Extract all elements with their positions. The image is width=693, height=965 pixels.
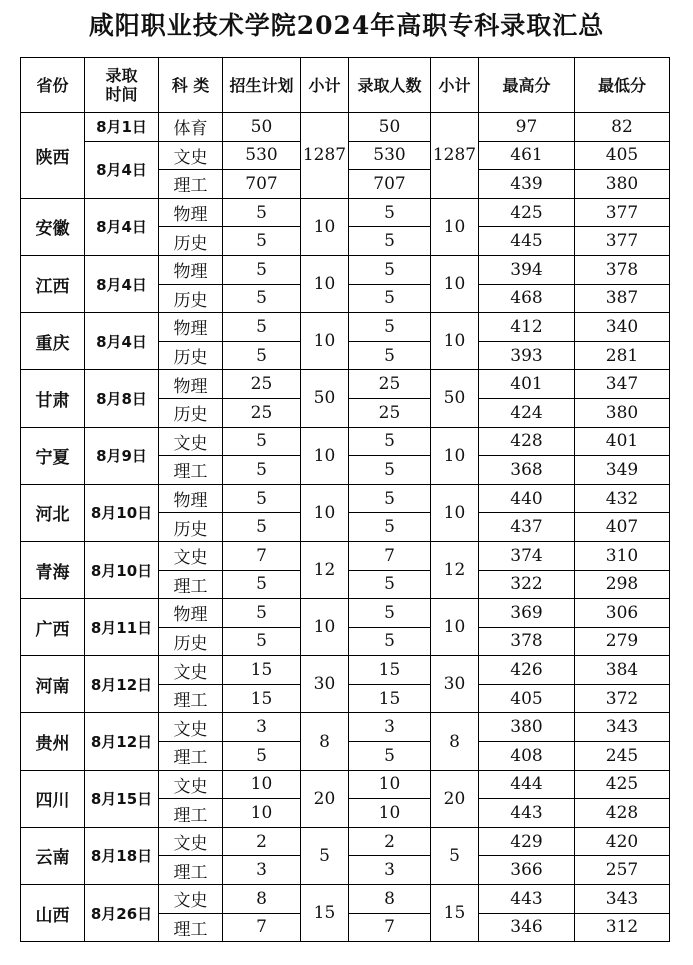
min-score-cell: 377 [575,198,670,227]
plan-cell: 5 [223,227,301,256]
category-cell: 理工 [159,684,223,713]
min-score-cell: 372 [575,684,670,713]
admitted-cell: 530 [349,141,431,170]
admitted-cell: 7 [349,913,431,942]
max-score-cell: 445 [479,227,575,256]
admitted-cell: 50 [349,113,431,142]
date-cell: 8月4日 [85,141,159,198]
category-cell: 文史 [159,541,223,570]
table-row [21,113,670,142]
min-score-cell: 420 [575,827,670,856]
date-cell: 8月4日 [85,313,159,370]
max-score-cell: 439 [479,170,575,199]
admitted-subtotal-cell: 10 [431,313,479,370]
min-score-cell: 257 [575,856,670,885]
date-cell: 8月4日 [85,198,159,255]
max-score-cell: 444 [479,770,575,799]
max-score-cell: 428 [479,427,575,456]
admitted-cell: 5 [349,742,431,771]
header-max: 最高分 [479,58,575,113]
plan-cell: 5 [223,570,301,599]
header-admitted: 录取人数 [349,58,431,113]
admitted-cell: 5 [349,513,431,542]
header-row [21,58,670,113]
category-cell: 物理 [159,484,223,513]
admitted-cell: 10 [349,799,431,828]
page-title: 咸阳职业技术学院2024年高职专科录取汇总 [88,11,605,40]
category-cell: 理工 [159,799,223,828]
plan-cell: 15 [223,684,301,713]
admitted-subtotal-cell: 10 [431,255,479,312]
plan-subtotal-cell: 30 [301,656,349,713]
category-cell: 物理 [159,255,223,284]
admitted-cell: 15 [349,656,431,685]
category-cell: 历史 [159,627,223,656]
admitted-subtotal-cell: 10 [431,484,479,541]
category-cell: 文史 [159,885,223,914]
admitted-cell: 5 [349,427,431,456]
admitted-cell: 3 [349,856,431,885]
plan-cell: 3 [223,713,301,742]
plan-cell: 5 [223,255,301,284]
province-cell: 贵州 [21,713,85,770]
min-score-cell: 378 [575,255,670,284]
admitted-cell: 25 [349,398,431,427]
admitted-cell: 5 [349,456,431,485]
category-cell: 理工 [159,856,223,885]
min-score-cell: 245 [575,742,670,771]
category-cell: 文史 [159,827,223,856]
admitted-cell: 10 [349,770,431,799]
admitted-subtotal-cell: 10 [431,599,479,656]
date-cell: 8月4日 [85,255,159,312]
admitted-cell: 707 [349,170,431,199]
plan-subtotal-cell: 10 [301,427,349,484]
min-score-cell: 401 [575,427,670,456]
min-score-cell: 281 [575,341,670,370]
province-cell: 河南 [21,656,85,713]
plan-cell: 15 [223,656,301,685]
date-cell: 8月18日 [85,827,159,884]
plan-cell: 5 [223,427,301,456]
table-row [21,599,670,628]
category-cell: 历史 [159,398,223,427]
admitted-subtotal-cell: 15 [431,885,479,942]
province-cell: 云南 [21,827,85,884]
category-cell: 历史 [159,513,223,542]
admitted-cell: 2 [349,827,431,856]
admitted-subtotal-cell: 10 [431,198,479,255]
date-cell: 8月12日 [85,656,159,713]
table-row [21,827,670,856]
min-score-cell: 387 [575,284,670,313]
province-cell: 甘肃 [21,370,85,427]
admitted-subtotal-cell: 12 [431,541,479,598]
plan-cell: 25 [223,370,301,399]
admitted-subtotal-cell: 8 [431,713,479,770]
min-score-cell: 405 [575,141,670,170]
max-score-cell: 369 [479,599,575,628]
plan-subtotal-cell: 20 [301,770,349,827]
plan-cell: 50 [223,113,301,142]
date-cell: 8月10日 [85,541,159,598]
date-cell: 8月26日 [85,885,159,942]
table-row [21,885,670,914]
admitted-subtotal-cell: 10 [431,427,479,484]
admitted-cell: 5 [349,484,431,513]
min-score-cell: 279 [575,627,670,656]
category-cell: 历史 [159,227,223,256]
province-cell: 安徽 [21,198,85,255]
admitted-subtotal-cell: 50 [431,370,479,427]
min-score-cell: 377 [575,227,670,256]
min-score-cell: 306 [575,599,670,628]
min-score-cell: 425 [575,770,670,799]
plan-cell: 7 [223,913,301,942]
category-cell: 理工 [159,570,223,599]
category-cell: 文史 [159,656,223,685]
header-plan: 招生计划 [223,58,301,113]
category-cell: 体育 [159,113,223,142]
max-score-cell: 425 [479,198,575,227]
admitted-cell: 15 [349,684,431,713]
admitted-cell: 5 [349,198,431,227]
plan-subtotal-cell: 5 [301,827,349,884]
max-score-cell: 424 [479,398,575,427]
plan-subtotal-cell: 15 [301,885,349,942]
plan-cell: 8 [223,885,301,914]
category-cell: 文史 [159,713,223,742]
table-row [21,484,670,513]
max-score-cell: 378 [479,627,575,656]
plan-cell: 2 [223,827,301,856]
category-cell: 物理 [159,370,223,399]
date-cell: 8月10日 [85,484,159,541]
max-score-cell: 437 [479,513,575,542]
plan-subtotal-cell: 50 [301,370,349,427]
date-cell: 8月1日 [85,113,159,142]
min-score-cell: 343 [575,885,670,914]
table-row [21,656,670,685]
admitted-cell: 5 [349,599,431,628]
min-score-cell: 384 [575,656,670,685]
table-row [21,370,670,399]
province-cell: 广西 [21,599,85,656]
plan-cell: 5 [223,484,301,513]
plan-cell: 10 [223,799,301,828]
plan-cell: 5 [223,599,301,628]
admitted-subtotal-cell: 5 [431,827,479,884]
min-score-cell: 340 [575,313,670,342]
max-score-cell: 443 [479,799,575,828]
min-score-cell: 343 [575,713,670,742]
table-row [21,770,670,799]
max-score-cell: 322 [479,570,575,599]
max-score-cell: 374 [479,541,575,570]
max-score-cell: 443 [479,885,575,914]
max-score-cell: 368 [479,456,575,485]
max-score-cell: 405 [479,684,575,713]
plan-subtotal-cell: 10 [301,198,349,255]
province-cell: 重庆 [21,313,85,370]
plan-cell: 5 [223,284,301,313]
admitted-cell: 5 [349,227,431,256]
max-score-cell: 366 [479,856,575,885]
table-row [21,198,670,227]
admitted-subtotal-cell: 30 [431,656,479,713]
header-date-line2: 时间 [105,85,138,104]
plan-cell: 25 [223,398,301,427]
plan-subtotal-cell: 10 [301,599,349,656]
category-cell: 理工 [159,456,223,485]
plan-cell: 3 [223,856,301,885]
min-score-cell: 428 [575,799,670,828]
admitted-cell: 8 [349,885,431,914]
plan-cell: 5 [223,313,301,342]
header-province: 省份 [21,58,85,113]
table-body [21,113,670,942]
category-cell: 文史 [159,770,223,799]
table-row [21,713,670,742]
date-cell: 8月12日 [85,713,159,770]
table-row [21,255,670,284]
admitted-subtotal-cell: 1287 [431,113,479,199]
plan-subtotal-cell: 10 [301,313,349,370]
date-cell: 8月8日 [85,370,159,427]
max-score-cell: 394 [479,255,575,284]
max-score-cell: 380 [479,713,575,742]
max-score-cell: 412 [479,313,575,342]
plan-cell: 10 [223,770,301,799]
max-score-cell: 468 [479,284,575,313]
category-cell: 理工 [159,170,223,199]
min-score-cell: 82 [575,113,670,142]
category-cell: 历史 [159,341,223,370]
plan-cell: 5 [223,742,301,771]
plan-cell: 530 [223,141,301,170]
admission-table [20,57,670,942]
category-cell: 物理 [159,313,223,342]
date-cell: 8月9日 [85,427,159,484]
category-cell: 理工 [159,913,223,942]
date-cell: 8月15日 [85,770,159,827]
table-row [21,541,670,570]
plan-subtotal-cell: 12 [301,541,349,598]
admitted-cell: 3 [349,713,431,742]
max-score-cell: 401 [479,370,575,399]
admitted-cell: 5 [349,627,431,656]
plan-subtotal-cell: 10 [301,255,349,312]
header-plan-subtotal: 小计 [301,58,349,113]
plan-subtotal-cell: 1287 [301,113,349,199]
min-score-cell: 310 [575,541,670,570]
max-score-cell: 429 [479,827,575,856]
header-min: 最低分 [575,58,670,113]
province-cell: 四川 [21,770,85,827]
plan-subtotal-cell: 10 [301,484,349,541]
max-score-cell: 393 [479,341,575,370]
category-cell: 文史 [159,141,223,170]
table-row [21,313,670,342]
province-cell: 陕西 [21,113,85,199]
province-cell: 江西 [21,255,85,312]
plan-cell: 5 [223,627,301,656]
admitted-cell: 7 [349,541,431,570]
plan-cell: 5 [223,513,301,542]
category-cell: 历史 [159,284,223,313]
min-score-cell: 407 [575,513,670,542]
header-category: 科 类 [159,58,223,113]
admitted-cell: 5 [349,570,431,599]
max-score-cell: 346 [479,913,575,942]
max-score-cell: 426 [479,656,575,685]
plan-cell: 5 [223,456,301,485]
admitted-cell: 5 [349,255,431,284]
table-row [21,427,670,456]
admitted-subtotal-cell: 20 [431,770,479,827]
min-score-cell: 432 [575,484,670,513]
header-date-line1: 录取 [105,66,138,85]
min-score-cell: 380 [575,170,670,199]
province-cell: 山西 [21,885,85,942]
province-cell: 青海 [21,541,85,598]
max-score-cell: 440 [479,484,575,513]
min-score-cell: 349 [575,456,670,485]
province-cell: 河北 [21,484,85,541]
plan-cell: 707 [223,170,301,199]
max-score-cell: 461 [479,141,575,170]
header-date [85,58,159,113]
max-score-cell: 97 [479,113,575,142]
plan-cell: 5 [223,198,301,227]
min-score-cell: 380 [575,398,670,427]
header-admitted-subtotal: 小计 [431,58,479,113]
admitted-cell: 5 [349,284,431,313]
plan-subtotal-cell: 8 [301,713,349,770]
date-cell: 8月11日 [85,599,159,656]
admitted-cell: 5 [349,341,431,370]
min-score-cell: 347 [575,370,670,399]
plan-cell: 7 [223,541,301,570]
category-cell: 物理 [159,198,223,227]
category-cell: 文史 [159,427,223,456]
province-cell: 宁夏 [21,427,85,484]
min-score-cell: 298 [575,570,670,599]
category-cell: 物理 [159,599,223,628]
admitted-cell: 5 [349,313,431,342]
plan-cell: 5 [223,341,301,370]
category-cell: 理工 [159,742,223,771]
admitted-cell: 25 [349,370,431,399]
min-score-cell: 312 [575,913,670,942]
max-score-cell: 408 [479,742,575,771]
